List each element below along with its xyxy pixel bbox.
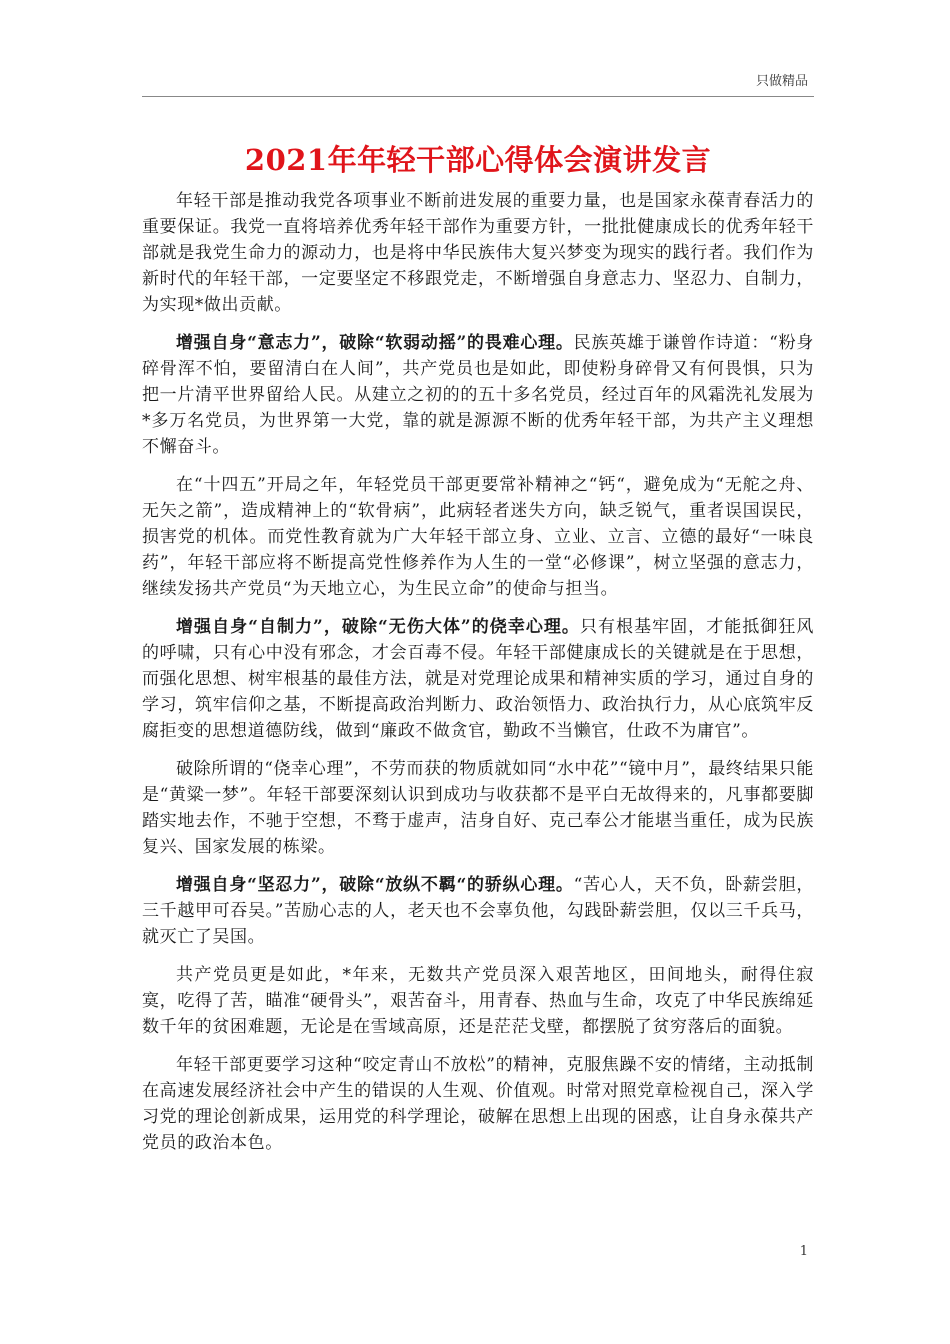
paragraph-perseverance <box>142 872 814 950</box>
paragraph-lead: 增强自身“自制力”，破除“无伤大体”的侥幸心理。 <box>176 617 580 637</box>
paragraph-text: 在“十四五”开局之年，年轻党员干部更要常补精神之“钙“，避免成为“无舵之舟、无矢之箭”，造成精神上的“软骨病”，此病轻者迷失方向，缺乏锐气，重者误国误民，损害党的机体。而党性教育就为广大年轻干部立身、立业、立言、立德的最好“一味良药”，年轻干部应将不断提高党性修养作为人生的一堂“必修课”，树立坚强的意志力，继续发扬共产党员“为天地立心，为生民立命”的使命与担当。 <box>142 475 814 599</box>
paragraph-self-control <box>142 614 814 744</box>
document-body <box>142 188 814 1168</box>
page-number: 1 <box>799 1244 808 1259</box>
paragraph-party-members <box>142 962 814 1040</box>
paragraph-text: 年轻干部更要学习这种“咬定青山不放松”的精神，克服焦躁不安的情绪，主动抵制在高速发展经济社会中产生的错误的人生观、价值观。时常对照党章检视自己，深入学习党的理论创新成果，运用党的科学理论，破解在思想上出现的困惑，让自身永葆共产党员的政治本色。 <box>142 1055 814 1153</box>
paragraph-text: 破除所谓的“侥幸心理”，不劳而获的物质就如同“水中花”“镜中月”，最终结果只能是“黄粱一梦”。年轻干部要深刻认识到成功与收获都不是平白无故得来的，凡事都要脚踏实地去作，不驰于空想，不骛于虚声，洁身自好、克己奉公才能堪当重任，成为民族复兴、国家发展的栋梁。 <box>142 759 814 857</box>
paragraph-intro <box>142 188 814 318</box>
header-rule <box>142 96 814 97</box>
paragraph-text: 年轻干部是推动我党各项事业不断前进发展的重要力量，也是国家永葆青春活力的重要保证。我党一直将培养优秀年轻干部作为重要方针，一批批健康成长的优秀年轻干部就是我党生命力的源动力，也是将中华民族伟大复兴梦变为现实的践行者。我们作为新时代的年轻干部，一定要坚定不移跟党走，不断增强自身意志力、坚忍力、自制力，为实现*做出贡献。 <box>142 191 814 315</box>
paragraph-willpower <box>142 330 814 460</box>
paragraph-text: 共产党员更是如此，*年来，无数共产党员深入艰苦地区，田间地头，耐得住寂寞，吃得了苦，瞄准“硬骨头”，艰苦奋斗，用青春、热血与生命，攻克了中华民族绵延数千年的贫困难题，无论是在雪域高原，还是茫茫戈壁，都摆脱了贫穷落后的面貌。 <box>142 965 814 1037</box>
paragraph-luck <box>142 756 814 860</box>
paragraph-lead: 增强自身“意志力”，破除“软弱动摇”的畏难心理。 <box>176 333 574 353</box>
paragraph-text: 民族英雄于谦曾作诗道：“粉身碎骨浑不怕，要留清白在人间”，共产党员也是如此，即使粉身碎骨又有何畏惧，只为把一片清平世界留给人民。从建立之初的的五十多名党员，经过百年的风霜洗礼发展为*多万名党员，为世界第一大党，靠的就是源源不断的优秀年轻干部，为共产主义理想不懈奋斗。 <box>142 333 815 457</box>
paragraph-text: 只有根基牢固，才能抵御狂风的呼啸，只有心中没有邪念，才会百毒不侵。年轻干部健康成长的关键就是在于思想，而强化思想、树牢根基的最佳方法，就是对党理论成果和精神实质的学习，通过自身的学习，筑牢信仰之基，不断提高政治判断力、政治领悟力、政治执行力，从心底筑牢反腐拒变的思想道德防线，做到“廉政不做贪官，勤政不当懒官，仕政不为庸官”。 <box>142 617 814 741</box>
paragraph-closing <box>142 1052 814 1156</box>
paragraph-calcium <box>142 472 814 602</box>
paragraph-lead: 增强自身“坚忍力”，破除“放纵不羁“的骄纵心理。 <box>176 875 574 895</box>
paragraph-text: “苦心人，天不负，卧薪尝胆，三千越甲可吞吴。”苦励心志的人，老天也不会辜负他，勾践卧薪尝胆，仅以三千兵马，就灭亡了吴国。 <box>142 875 815 947</box>
page-title: 2021年年轻干部心得体会演讲发言 <box>244 143 712 177</box>
header-note: 只做精品 <box>755 74 808 89</box>
